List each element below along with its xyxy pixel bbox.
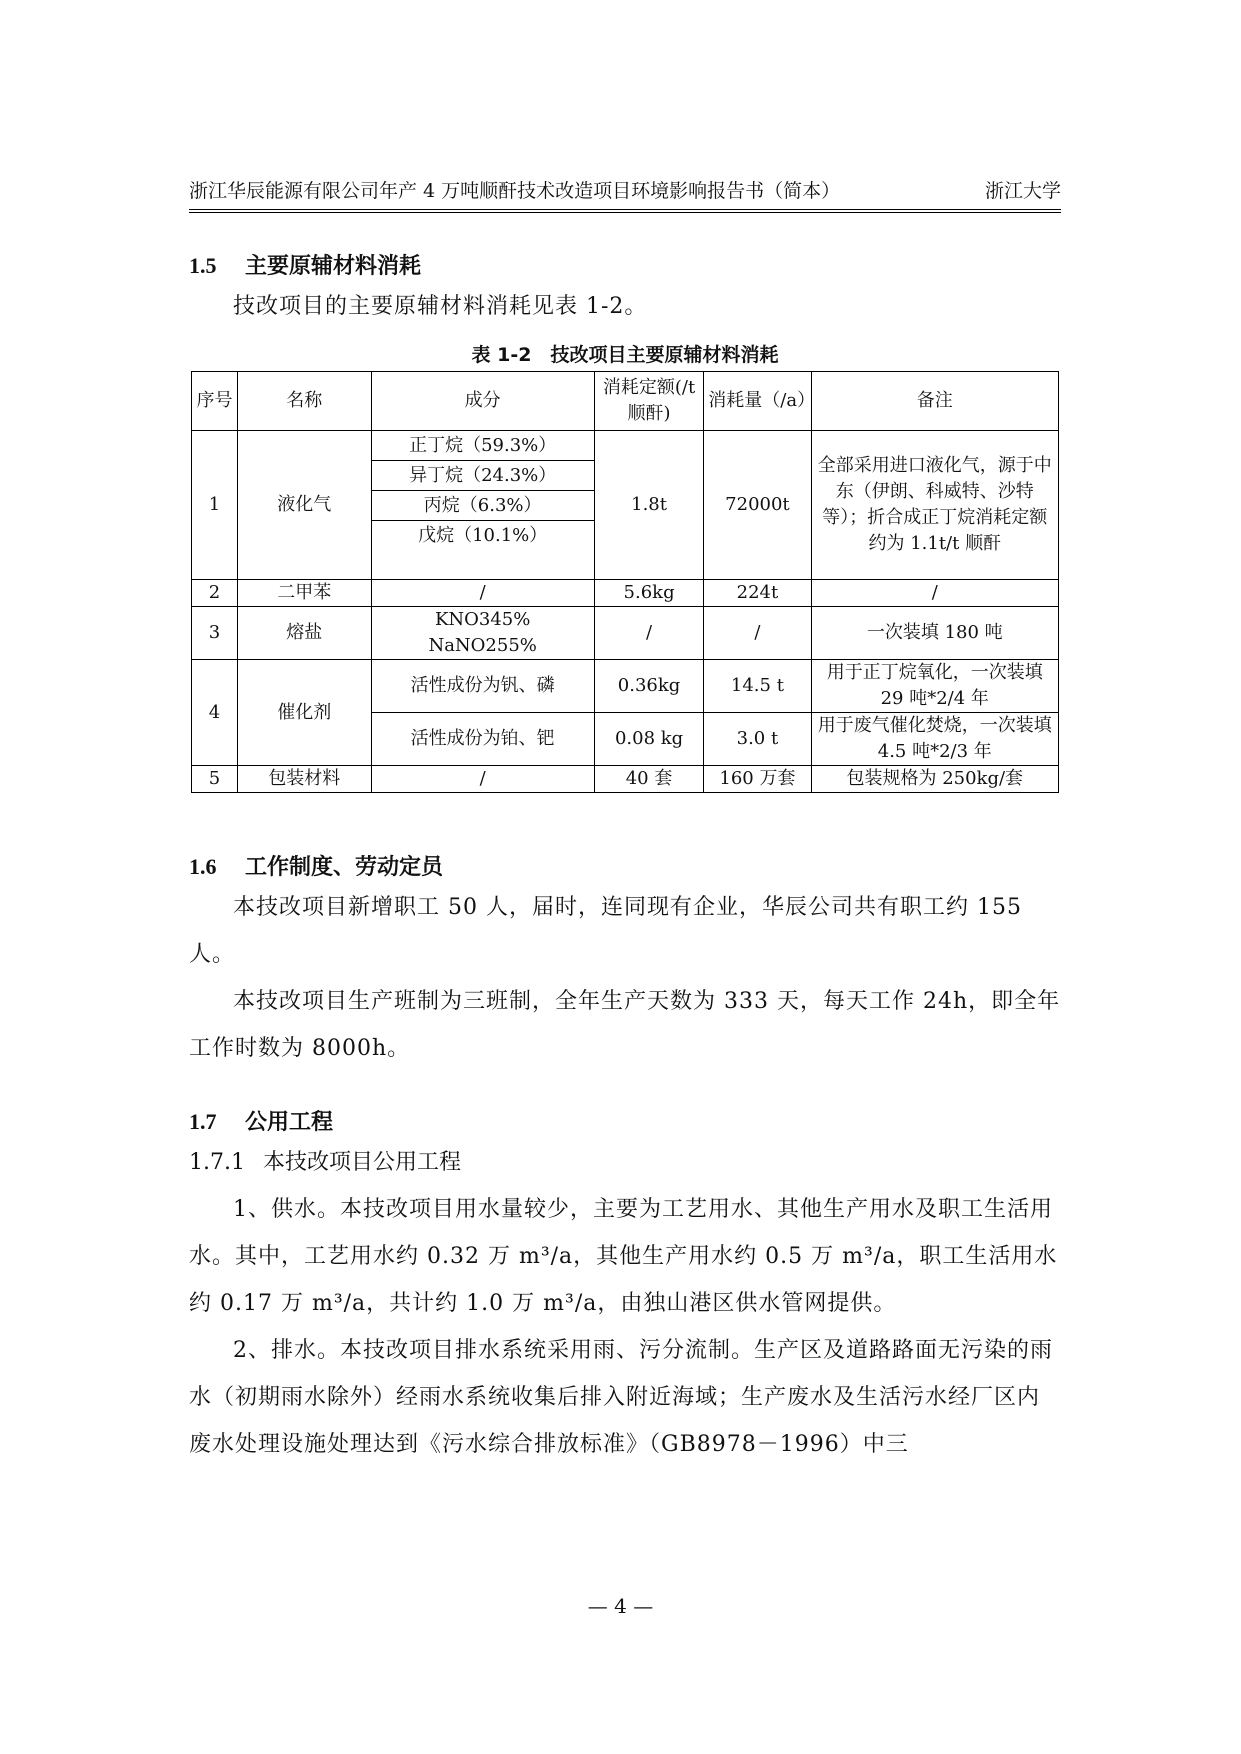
cell-note: 用于正丁烷氧化，一次装填 29 吨*2/4 年 (811, 660, 1058, 713)
cell-name: 包装材料 (237, 766, 371, 793)
cell-note: 用于废气催化焚烧，一次装填 4.5 吨*2/3 年 (811, 713, 1058, 766)
table-row (192, 431, 1059, 580)
component-spacer (372, 550, 594, 579)
component-line: NaNO255% (428, 635, 537, 656)
materials-table (191, 371, 1059, 793)
cell-name: 二甲苯 (237, 580, 371, 607)
section-1-7-heading (189, 1106, 1061, 1139)
cell-name: 熔盐 (237, 607, 371, 660)
cell-no: 2 (192, 580, 238, 607)
cell-amount: 3.0 t (704, 713, 811, 766)
section-title: 主要原辅材料消耗 (245, 254, 422, 279)
cell-quota: 40 套 (594, 766, 703, 793)
header-quota: 消耗定额(/t 顺酐) (594, 372, 703, 431)
cell-quota: 1.8t (594, 431, 703, 580)
subsection-1-7-1 (189, 1139, 1061, 1186)
cell-note: 包装规格为 250kg/套 (811, 766, 1058, 793)
cell-note: / (811, 580, 1058, 607)
section-title: 工作制度、劳动定员 (245, 855, 444, 880)
page-number: — 4 — (587, 1594, 654, 1618)
cell-quota: 0.08 kg (594, 713, 703, 766)
section-1-6-heading (189, 851, 1061, 884)
section-1-5-heading (189, 250, 1061, 283)
subsection-number: 1.7.1 (189, 1150, 245, 1175)
section-1-6-para1: 本技改项目新增职工 50 人，届时，连同现有企业，华辰公司共有职工约 155 人。 (189, 895, 1022, 967)
header-component: 成分 (371, 372, 594, 431)
component-line: 正丁烷（59.3%） (372, 431, 594, 461)
cell-note: 一次装填 180 吨 (811, 607, 1058, 660)
document-body (189, 250, 1061, 1468)
cell-no: 5 (192, 766, 238, 793)
page-header (189, 176, 1061, 210)
cell-no: 1 (192, 431, 238, 580)
cell-amount: / (704, 607, 811, 660)
section-number: 1.5 (189, 253, 217, 278)
section-number: 1.6 (189, 854, 217, 879)
cell-amount: 14.5 t (704, 660, 811, 713)
component-line: 异丁烷（24.3%） (372, 461, 594, 491)
header-note: 备注 (811, 372, 1058, 431)
cell-quota: 5.6kg (594, 580, 703, 607)
cell-quota: / (594, 607, 703, 660)
header-title: 浙江华辰能源有限公司年产 4 万吨顺酐技术改造项目环境影响报告书（简本） (189, 180, 841, 202)
component-line: 丙烷（6.3%） (372, 491, 594, 521)
table-row (192, 660, 1059, 713)
header-amount: 消耗量（/a） (704, 372, 811, 431)
cell-no: 4 (192, 660, 238, 766)
cell-amount: 224t (704, 580, 811, 607)
cell-components (371, 431, 594, 580)
table-row (192, 766, 1059, 793)
component-line: KNO345% (434, 609, 531, 630)
table-header-row (192, 372, 1059, 431)
cell-component: / (371, 766, 594, 793)
cell-note: 全部采用进口液化气，源于中东（伊朗、科威特、沙特等）；折合成正丁烷消耗定额约为 1.1t/t 顺酐 (811, 431, 1058, 580)
cell-name: 液化气 (237, 431, 371, 580)
section-1-7-para2: 2、排水。本技改项目排水系统采用雨、污分流制。生产区及道路路面无污染的雨水（初期雨水除外）经雨水系统收集后排入附近海域；生产废水及生活污水经厂区内废水处理设施处理达到《污水综合排放标准》（GB8978－1996）中三 (189, 1338, 1053, 1457)
subsection-title: 本技改项目公用工程 (263, 1150, 462, 1175)
table-row (192, 607, 1059, 660)
cell-amount: 72000t (704, 431, 811, 580)
cell-name: 催化剂 (237, 660, 371, 766)
cell-component: 活性成份为铂、钯 (371, 713, 594, 766)
cell-quota: 0.36kg (594, 660, 703, 713)
cell-components (371, 607, 594, 660)
header-org: 浙江大学 (984, 180, 1061, 202)
cell-no: 3 (192, 607, 238, 660)
section-1-7-para1: 1、供水。本技改项目用水量较少，主要为工艺用水、其他生产用水及职工生活用水。其中，工艺用水约 0.32 万 m³/a，其他生产用水约 0.5 万 m³/a，职工生活用水约 0.17 万 m³/a，共计约 1.0 万 m³/a，由独山港区供水管网提供。 (189, 1197, 1058, 1316)
table-caption: 表 1-2 技改项目主要原辅材料消耗 (471, 344, 779, 366)
header-no: 序号 (192, 372, 238, 431)
cell-amount: 160 万套 (704, 766, 811, 793)
cell-component: / (371, 580, 594, 607)
table-row (192, 580, 1059, 607)
component-line: 戊烷（10.1%） (418, 525, 548, 546)
header-name: 名称 (237, 372, 371, 431)
cell-component: 活性成份为钒、磷 (371, 660, 594, 713)
section-1-5-intro: 技改项目的主要原辅材料消耗见表 1-2。 (233, 294, 648, 319)
section-1-6-para2: 本技改项目生产班制为三班制，全年生产天数为 333 天，每天工作 24h，即全年工作时数为 8000h。 (189, 989, 1061, 1061)
section-number: 1.7 (189, 1109, 217, 1134)
section-title: 公用工程 (245, 1110, 334, 1135)
